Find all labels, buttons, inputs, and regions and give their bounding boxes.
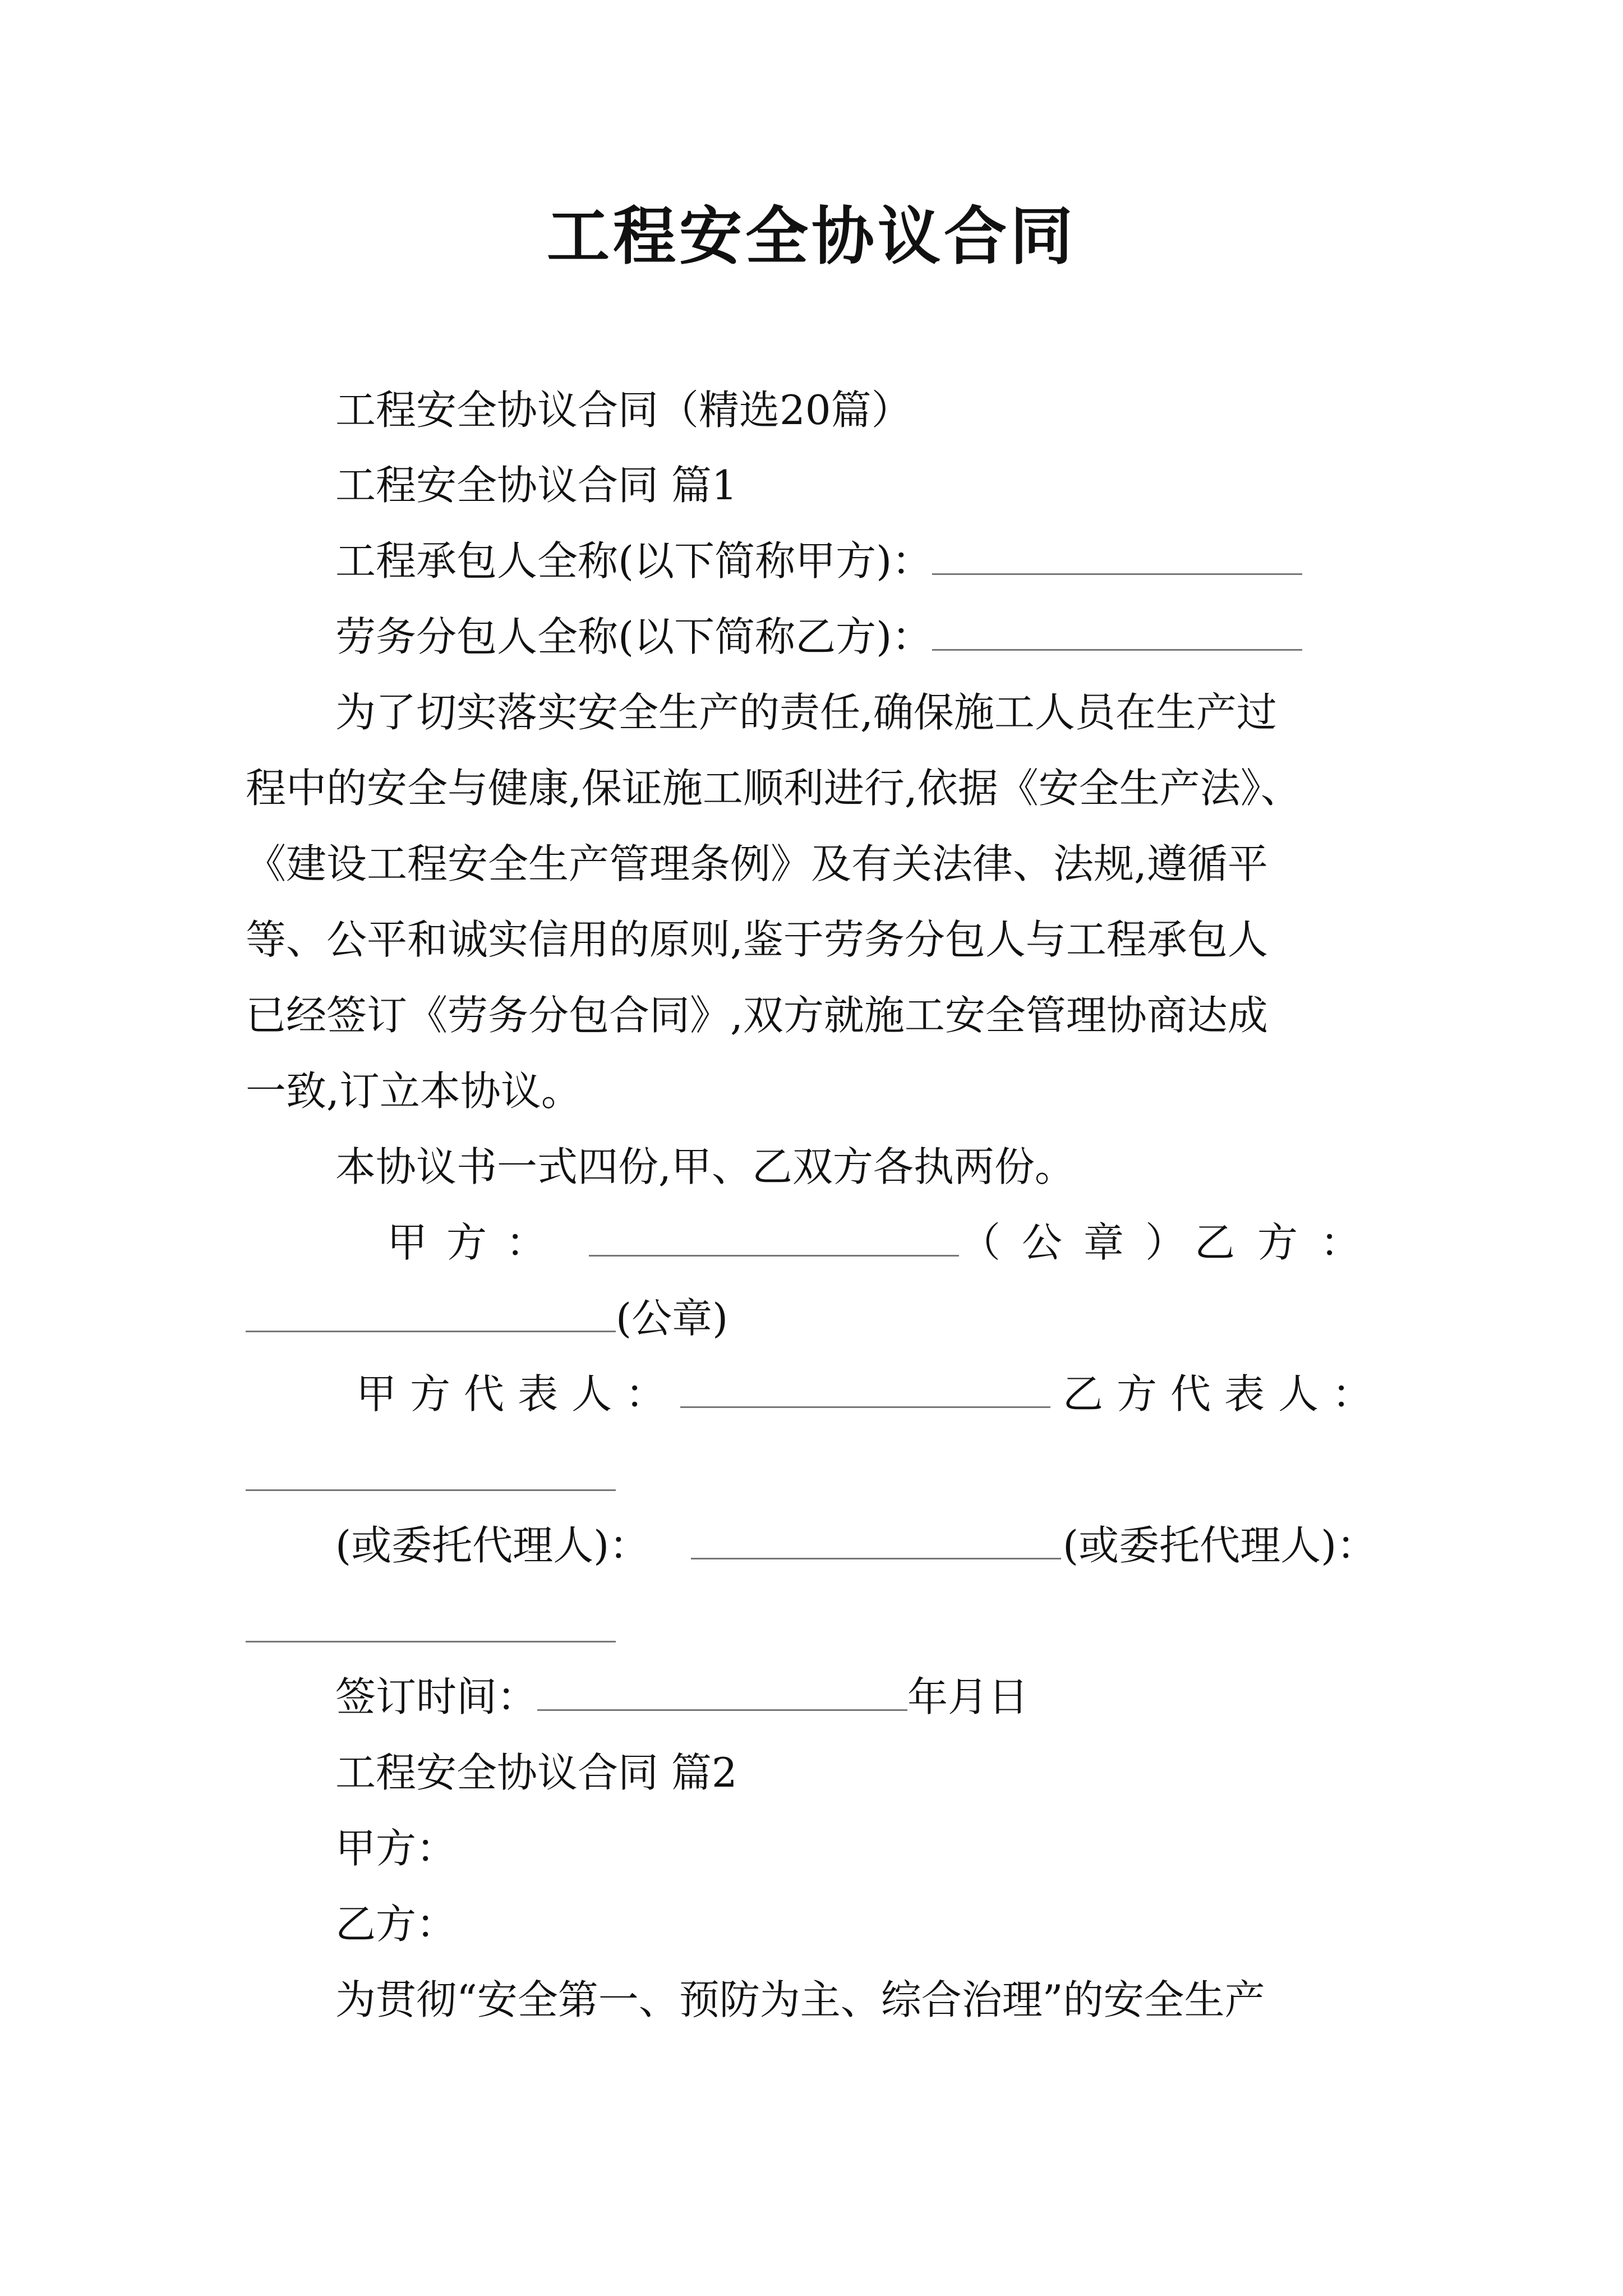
rep-a-label: 甲方代表人： — [356, 1370, 680, 1418]
section-heading-1: 工程安全协议合同 篇1 — [335, 462, 737, 509]
paragraph-line: 等、公平和诚实信用的原则,鉴于劳务分包人与工程承包人 — [246, 916, 1268, 963]
rep-a-line — [680, 1370, 1050, 1418]
rep-a-blank — [680, 1373, 1050, 1408]
seal-a: （公章） — [960, 1219, 1207, 1266]
paragraph-line: 已经签订《劳务分包合同》,双方就施工安全管理协商达成 — [246, 992, 1268, 1039]
party-b-fullname-line — [335, 613, 1302, 661]
rep-b-line — [246, 1453, 616, 1501]
paragraph-line: 一致,订立本协议。 — [246, 1068, 582, 1115]
rep-b-blank — [246, 1456, 616, 1491]
paragraph-line: 《建设工程安全生产管理条例》及有关法律、法规,遵循平 — [246, 840, 1268, 887]
sign-party-a-line — [589, 1218, 959, 1267]
party-b-fullname-label: 劳务分包人全称(以下简称乙方)： — [335, 613, 933, 660]
agent-b-label: (或委托代理人)： — [1063, 1522, 1377, 1569]
agent-a-blank — [691, 1524, 1061, 1559]
copies-note: 本协议书一式四份,甲、乙双方各执两份。 — [335, 1143, 1075, 1190]
seal-b: (公章) — [616, 1295, 728, 1342]
sign-party-b-label: 乙方： — [1195, 1219, 1384, 1266]
agent-b-line — [246, 1604, 616, 1653]
party-a-fullname-line — [335, 537, 1302, 585]
paragraph-line: 为了切实落实安全生产的责任,确保施工人员在生产过 — [335, 689, 1277, 736]
party-b-fullname-blank — [932, 615, 1302, 651]
party-b-line: 乙方： — [335, 1901, 457, 1948]
party-a-fullname-label: 工程承包人全称(以下简称甲方)： — [335, 537, 933, 585]
sign-party-a-blank — [589, 1221, 959, 1257]
document-title: 工程安全协议合同 — [547, 200, 1076, 273]
agent-b-blank — [246, 1607, 616, 1642]
intro-line: 为贯彻“安全第一、预防为主、综合治理”的安全生产 — [335, 1976, 1265, 2023]
party-a-line: 甲方： — [335, 1825, 457, 1872]
party-a-fullname-blank — [932, 540, 1302, 575]
agent-a-label: (或委托代理人)： — [335, 1522, 650, 1569]
section-heading-2: 工程安全协议合同 篇2 — [335, 1749, 737, 1796]
date-label: 签订时间： — [335, 1673, 538, 1720]
rep-b-label: 乙方代表人： — [1063, 1370, 1386, 1418]
sign-party-b-line — [246, 1294, 728, 1342]
agent-a-line — [691, 1521, 1061, 1570]
sign-party-b-blank — [246, 1297, 616, 1332]
date-line — [335, 1673, 1029, 1721]
paragraph-line: 程中的安全与健康,保证施工顺利进行,依据《安全生产法》、 — [246, 765, 1301, 812]
date-suffix: 年月日 — [907, 1673, 1029, 1720]
sign-party-a-label: 甲方： — [387, 1219, 566, 1266]
date-blank — [537, 1676, 907, 1711]
subtitle: 工程安全协议合同（精选20篇） — [335, 386, 912, 434]
